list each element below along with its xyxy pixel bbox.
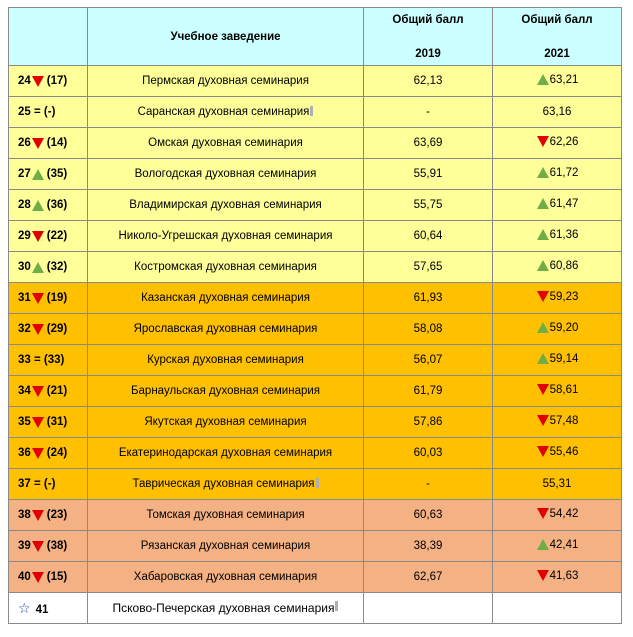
rank-value: 26 bbox=[18, 137, 31, 149]
institution-name: Ярославская духовная семинария bbox=[133, 323, 318, 335]
score-2021-cell bbox=[493, 345, 622, 376]
score-2019-cell bbox=[364, 593, 493, 624]
rank-down-arrow-icon bbox=[32, 417, 44, 428]
score-up-arrow-icon bbox=[537, 539, 549, 550]
table-row bbox=[9, 469, 622, 500]
institution-name: Екатеринодарская духовная семинария bbox=[118, 447, 333, 459]
institution-name: Барнаульская духовная семинария bbox=[130, 385, 321, 397]
score-2019-value: 63,69 bbox=[413, 137, 443, 149]
score-2021-cell bbox=[493, 593, 622, 624]
institution-cell bbox=[88, 438, 364, 469]
score-2021-value: 42,41 bbox=[549, 538, 579, 551]
score-2021-cell bbox=[493, 190, 622, 221]
table-row bbox=[9, 128, 622, 159]
previous-rank: (38) bbox=[46, 540, 68, 552]
score-down-arrow-icon bbox=[537, 415, 549, 426]
table-row bbox=[9, 531, 622, 562]
score-2019-value: 61,93 bbox=[413, 292, 443, 304]
rank-down-arrow-icon bbox=[32, 572, 44, 583]
score-2019-value: 38,39 bbox=[413, 540, 443, 552]
rank-down-arrow-icon bbox=[32, 231, 44, 242]
table-row-last bbox=[9, 593, 622, 624]
score-2019-cell bbox=[364, 97, 493, 128]
rank-cell bbox=[9, 66, 88, 97]
score-2019-cell bbox=[364, 562, 493, 593]
previous-rank: (24) bbox=[46, 447, 68, 459]
rank-value: 36 bbox=[18, 447, 31, 459]
rank-down-arrow-icon bbox=[32, 510, 44, 521]
rank-cell bbox=[9, 314, 88, 345]
score-up-arrow-icon bbox=[537, 229, 549, 240]
institution-cell bbox=[88, 252, 364, 283]
score-2021-cell bbox=[493, 500, 622, 531]
score-2019-value: 57,86 bbox=[413, 416, 443, 428]
table-row bbox=[9, 562, 622, 593]
score-2019-value: 62,67 bbox=[413, 571, 443, 583]
score-2019-value: 58,08 bbox=[413, 323, 443, 335]
previous-rank: (36) bbox=[46, 199, 68, 211]
institution-cell bbox=[88, 66, 364, 97]
previous-rank: (14) bbox=[46, 137, 68, 149]
rank-value: 30 bbox=[18, 261, 31, 273]
rank-cell bbox=[9, 376, 88, 407]
institution-name: Костромская духовная семинария bbox=[134, 261, 317, 273]
score-2021-value: 59,23 bbox=[549, 290, 579, 303]
institution-name: Томская духовная семинария bbox=[146, 509, 305, 521]
institution-name: Николо-Угрешская духовная семинария bbox=[118, 230, 333, 242]
institution-name: Пермская духовная семинария bbox=[142, 75, 309, 87]
table-row bbox=[9, 407, 622, 438]
institution-name: Вологодская духовная семинария bbox=[134, 168, 317, 180]
table-body bbox=[9, 66, 622, 624]
score-down-arrow-icon bbox=[537, 384, 549, 395]
score-2019-cell bbox=[364, 128, 493, 159]
score-2021-cell bbox=[493, 376, 622, 407]
table-row bbox=[9, 283, 622, 314]
rank-value: 25 bbox=[18, 106, 31, 118]
score-2021-cell bbox=[493, 407, 622, 438]
institution-name: Таврическая духовная семинария bbox=[132, 478, 315, 490]
score-2021-value: 63,21 bbox=[549, 73, 579, 86]
table-header-row bbox=[9, 8, 622, 66]
institution-cell bbox=[88, 407, 364, 438]
table-row bbox=[9, 438, 622, 469]
score-down-arrow-icon bbox=[537, 570, 549, 581]
table-row bbox=[9, 221, 622, 252]
rank-cell bbox=[9, 469, 88, 500]
rank-cell bbox=[9, 531, 88, 562]
rank-cell bbox=[9, 438, 88, 469]
rank-cell bbox=[9, 128, 88, 159]
ranking-table-container bbox=[8, 7, 622, 624]
rank-value: 41 bbox=[35, 603, 49, 616]
previous-rank: = (-) bbox=[34, 106, 56, 118]
institution-name: Хабаровская духовная семинария bbox=[133, 571, 318, 583]
previous-rank: (29) bbox=[46, 323, 68, 335]
score-down-arrow-icon bbox=[537, 136, 549, 147]
institution-cell bbox=[88, 159, 364, 190]
rank-cell bbox=[9, 159, 88, 190]
rank-down-arrow-icon bbox=[32, 293, 44, 304]
previous-rank: = (-) bbox=[34, 478, 56, 490]
institution-cell bbox=[88, 531, 364, 562]
score-up-arrow-icon bbox=[537, 353, 549, 364]
score-2019-cell bbox=[364, 531, 493, 562]
rank-cell bbox=[9, 221, 88, 252]
rank-up-arrow-icon bbox=[32, 262, 44, 273]
score-2021-cell bbox=[493, 128, 622, 159]
institution-cell bbox=[88, 500, 364, 531]
footnote-marker bbox=[335, 601, 338, 611]
score-up-arrow-icon bbox=[537, 74, 549, 85]
rank-cell bbox=[9, 593, 88, 624]
rank-value: 32 bbox=[18, 323, 31, 335]
score-2021-cell bbox=[493, 252, 622, 283]
rank-cell bbox=[9, 283, 88, 314]
institution-name: Омская духовная семинария bbox=[148, 137, 303, 149]
score-2021-cell bbox=[493, 97, 622, 128]
score-2021-value: 60,86 bbox=[549, 259, 579, 272]
seminary-ranking-table bbox=[8, 7, 622, 624]
score-2019-value: 55,75 bbox=[413, 199, 443, 211]
rank-cell bbox=[9, 97, 88, 128]
institution-cell bbox=[88, 345, 364, 376]
star-outline-icon: ☆ bbox=[18, 599, 31, 616]
header-score-2021 bbox=[493, 8, 622, 66]
score-2019-value: 55,91 bbox=[413, 168, 443, 180]
rank-down-arrow-icon bbox=[32, 76, 44, 87]
rank-value: 24 bbox=[18, 75, 31, 87]
footnote-marker bbox=[310, 106, 313, 116]
score-2019-value: 60,64 bbox=[413, 230, 443, 242]
previous-rank: (17) bbox=[46, 75, 68, 87]
previous-rank: (19) bbox=[46, 292, 68, 304]
score-2021-cell bbox=[493, 438, 622, 469]
score-down-arrow-icon bbox=[537, 508, 549, 519]
score-2021-value: 54,42 bbox=[549, 507, 579, 520]
rank-cell bbox=[9, 345, 88, 376]
rank-up-arrow-icon bbox=[32, 200, 44, 211]
rank-value: 29 bbox=[18, 230, 31, 242]
table-row bbox=[9, 376, 622, 407]
score-2021-cell bbox=[493, 66, 622, 97]
score-2021-value: 41,63 bbox=[549, 569, 579, 582]
rank-value: 28 bbox=[18, 199, 31, 211]
score-2021-cell bbox=[493, 159, 622, 190]
rank-value: 37 bbox=[18, 478, 31, 490]
score-2019-cell bbox=[364, 438, 493, 469]
previous-rank: (31) bbox=[46, 416, 68, 428]
score-2021-value: 61,36 bbox=[549, 228, 579, 241]
rank-value: 40 bbox=[18, 571, 31, 583]
rank-cell bbox=[9, 407, 88, 438]
score-2019-value: 62,13 bbox=[413, 75, 443, 87]
score-down-arrow-icon bbox=[537, 446, 549, 457]
score-2019-value: 61,79 bbox=[413, 385, 443, 397]
institution-name: Якутская духовная семинария bbox=[144, 416, 307, 428]
table-row bbox=[9, 97, 622, 128]
score-2019-cell bbox=[364, 221, 493, 252]
score-up-arrow-icon bbox=[537, 198, 549, 209]
table-row bbox=[9, 314, 622, 345]
header-score-2019 bbox=[364, 8, 493, 66]
header-rank-cell bbox=[9, 8, 88, 66]
score-up-arrow-icon bbox=[537, 322, 549, 333]
previous-rank: (35) bbox=[46, 168, 68, 180]
rank-cell bbox=[9, 252, 88, 283]
score-2021-value: 55,31 bbox=[542, 478, 572, 490]
institution-cell bbox=[88, 283, 364, 314]
score-2021-value: 59,14 bbox=[549, 352, 579, 365]
institution-cell bbox=[88, 562, 364, 593]
institution-name: Рязанская духовная семинария bbox=[140, 540, 311, 552]
rank-value: 27 bbox=[18, 168, 31, 180]
score-2019-cell bbox=[364, 407, 493, 438]
rank-down-arrow-icon bbox=[32, 386, 44, 397]
rank-down-arrow-icon bbox=[32, 138, 44, 149]
score-2019-cell bbox=[364, 376, 493, 407]
institution-name: Курская духовная семинария bbox=[147, 354, 304, 366]
previous-rank: (21) bbox=[46, 385, 68, 397]
previous-rank: (15) bbox=[46, 571, 68, 583]
header-score-2019-year: 2019 bbox=[415, 47, 441, 60]
score-2019-value: 56,07 bbox=[413, 354, 443, 366]
previous-rank: (32) bbox=[46, 261, 68, 273]
score-2019-cell bbox=[364, 500, 493, 531]
institution-name: Саранская духовная семинария bbox=[137, 106, 310, 118]
score-2019-cell bbox=[364, 469, 493, 500]
rank-value: 39 bbox=[18, 540, 31, 552]
previous-rank: (22) bbox=[46, 230, 68, 242]
score-2019-cell bbox=[364, 283, 493, 314]
institution-cell bbox=[88, 376, 364, 407]
institution-cell bbox=[88, 593, 364, 624]
rank-value: 33 bbox=[18, 354, 31, 366]
table-row bbox=[9, 190, 622, 221]
score-2019-value: 57,65 bbox=[413, 261, 443, 273]
score-2021-value: 58,61 bbox=[549, 383, 579, 396]
rank-value: 35 bbox=[18, 416, 31, 428]
institution-cell bbox=[88, 128, 364, 159]
rank-value: 38 bbox=[18, 509, 31, 521]
rank-cell bbox=[9, 190, 88, 221]
score-2021-value: 62,26 bbox=[549, 135, 579, 148]
score-2021-cell bbox=[493, 314, 622, 345]
rank-down-arrow-icon bbox=[32, 324, 44, 335]
score-2019-cell bbox=[364, 159, 493, 190]
table-row bbox=[9, 500, 622, 531]
score-2021-value: 61,47 bbox=[549, 197, 579, 210]
score-2019-value: 60,03 bbox=[413, 447, 443, 459]
score-2021-value: 59,20 bbox=[549, 321, 579, 334]
score-2021-value: 63,16 bbox=[542, 106, 572, 118]
institution-cell bbox=[88, 97, 364, 128]
score-down-arrow-icon bbox=[537, 291, 549, 302]
score-2019-cell bbox=[364, 190, 493, 221]
score-2021-cell bbox=[493, 469, 622, 500]
score-2019-value: - bbox=[426, 106, 430, 118]
institution-name: Псково-Печерская духовная семинария bbox=[112, 601, 335, 615]
rank-value: 31 bbox=[18, 292, 31, 304]
institution-cell bbox=[88, 190, 364, 221]
score-2021-value: 55,46 bbox=[549, 445, 579, 458]
rank-cell bbox=[9, 562, 88, 593]
score-2019-cell bbox=[364, 314, 493, 345]
score-2019-cell bbox=[364, 66, 493, 97]
header-score-2021-label: Общий балл bbox=[521, 13, 593, 26]
table-row bbox=[9, 66, 622, 97]
previous-rank: = (33) bbox=[34, 354, 65, 366]
score-2019-value: 60,63 bbox=[413, 509, 443, 521]
institution-cell bbox=[88, 221, 364, 252]
table-row bbox=[9, 252, 622, 283]
score-2021-value: 57,48 bbox=[549, 414, 579, 427]
previous-rank: (23) bbox=[46, 509, 68, 521]
footnote-marker bbox=[316, 478, 319, 488]
rank-value: 34 bbox=[18, 385, 31, 397]
institution-cell bbox=[88, 469, 364, 500]
rank-up-arrow-icon bbox=[32, 169, 44, 180]
table-row bbox=[9, 159, 622, 190]
score-2021-cell bbox=[493, 562, 622, 593]
rank-down-arrow-icon bbox=[32, 448, 44, 459]
header-institution bbox=[88, 8, 364, 66]
score-2019-cell bbox=[364, 252, 493, 283]
header-score-2021-year: 2021 bbox=[544, 47, 570, 60]
table-row bbox=[9, 345, 622, 376]
score-2021-cell bbox=[493, 283, 622, 314]
rank-cell bbox=[9, 500, 88, 531]
score-2021-value: 61,72 bbox=[549, 166, 579, 179]
score-2021-cell bbox=[493, 221, 622, 252]
institution-name: Казанская духовная семинария bbox=[141, 292, 310, 304]
score-up-arrow-icon bbox=[537, 167, 549, 178]
score-2019-cell bbox=[364, 345, 493, 376]
institution-cell bbox=[88, 314, 364, 345]
header-institution-label: Учебное заведение bbox=[170, 30, 281, 43]
rank-down-arrow-icon bbox=[32, 541, 44, 552]
institution-name: Владимирская духовная семинария bbox=[129, 199, 322, 211]
score-2021-cell bbox=[493, 531, 622, 562]
header-score-2019-label: Общий балл bbox=[392, 13, 464, 26]
score-2019-value: - bbox=[426, 478, 430, 490]
score-up-arrow-icon bbox=[537, 260, 549, 271]
